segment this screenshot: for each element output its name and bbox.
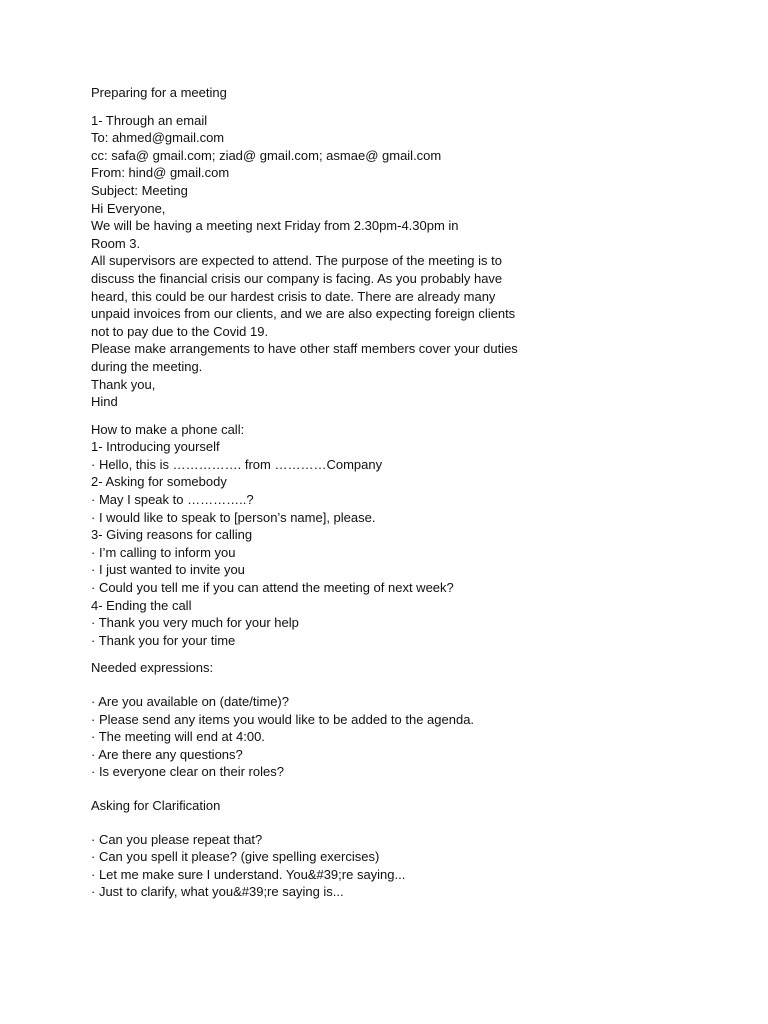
needed-expressions-section <box>91 659 711 781</box>
phone-call-line: · Could you tell me if you can attend the meeting of next week? <box>91 580 454 596</box>
email-body-line: Thank you, <box>91 376 156 392</box>
phone-call-line: · I’m calling to inform you <box>91 544 236 560</box>
phone-call-line: 1- Introducing yourself <box>91 439 220 455</box>
email-body-line: All supervisors are expected to attend. The purpose of the meeting is to <box>91 253 502 269</box>
clarification-section <box>91 797 711 901</box>
email-body-line: heard, this could be our hardest crisis to date. There are already many <box>91 288 496 304</box>
email-section <box>91 112 711 411</box>
expression-item: · The meeting will end at 4:00. <box>91 729 265 745</box>
phone-call-heading: How to make a phone call: <box>91 421 245 437</box>
phone-call-section <box>91 421 711 650</box>
email-cc: cc: safa@ gmail.com; ziad@ gmail.com; asmae@ gmail.com <box>91 147 442 163</box>
phone-call-line: · I just wanted to invite you <box>91 562 245 578</box>
clarification-item: · Let me make sure I understand. You&#39;re saying... <box>91 866 406 882</box>
phone-call-line: · Thank you very much for your help <box>91 615 299 631</box>
email-body-line: Hi Everyone, <box>91 200 166 216</box>
document-page <box>91 84 711 901</box>
email-to: To: ahmed@gmail.com <box>91 130 225 146</box>
clarification-item: · Just to clarify, what you&#39;re saying is... <box>91 884 344 900</box>
phone-call-line: · May I speak to …………..? <box>91 492 254 508</box>
email-body-line: We will be having a meeting next Friday from 2.30pm-4.30pm in <box>91 218 459 234</box>
phone-call-line: 2- Asking for somebody <box>91 474 227 490</box>
clarification-heading: Asking for Clarification <box>91 797 221 813</box>
clarification-item: · Can you spell it please? (give spelling exercises) <box>91 849 380 865</box>
email-body-line: Please make arrangements to have other staff members cover your duties <box>91 341 518 357</box>
page-title: Preparing for a meeting <box>91 85 227 100</box>
email-signature: Hind <box>91 394 118 410</box>
expression-item: · Is everyone clear on their roles? <box>91 764 284 780</box>
phone-call-line: · I would like to speak to [person’s name], please. <box>91 509 376 525</box>
email-heading: 1- Through an email <box>91 112 208 128</box>
phone-call-line: 4- Ending the call <box>91 597 192 613</box>
email-subject: Subject: Meeting <box>91 182 188 198</box>
needed-expressions-heading: Needed expressions: <box>91 660 214 676</box>
email-body-line: discuss the financial crisis our company is facing. As you probably have <box>91 270 503 286</box>
expression-item: · Are you available on (date/time)? <box>91 694 289 709</box>
clarification-item: · Can you please repeat that? <box>91 831 263 847</box>
email-body-line: not to pay due to the Covid 19. <box>91 323 269 339</box>
email-from: From: hind@ gmail.com <box>91 165 230 181</box>
email-body-line: Room 3. <box>91 235 141 251</box>
expression-item: · Are there any questions? <box>91 746 243 762</box>
email-body-line: unpaid invoices from our clients, and we are also expecting foreign clients <box>91 306 516 322</box>
phone-call-line: · Hello, this is ……………. from …………Company <box>91 456 383 472</box>
phone-call-line: 3- Giving reasons for calling <box>91 527 253 543</box>
expression-item: · Please send any items you would like to be added to the agenda. <box>91 711 475 727</box>
email-body-line: during the meeting. <box>91 358 203 374</box>
phone-call-line: · Thank you for your time <box>91 632 236 648</box>
